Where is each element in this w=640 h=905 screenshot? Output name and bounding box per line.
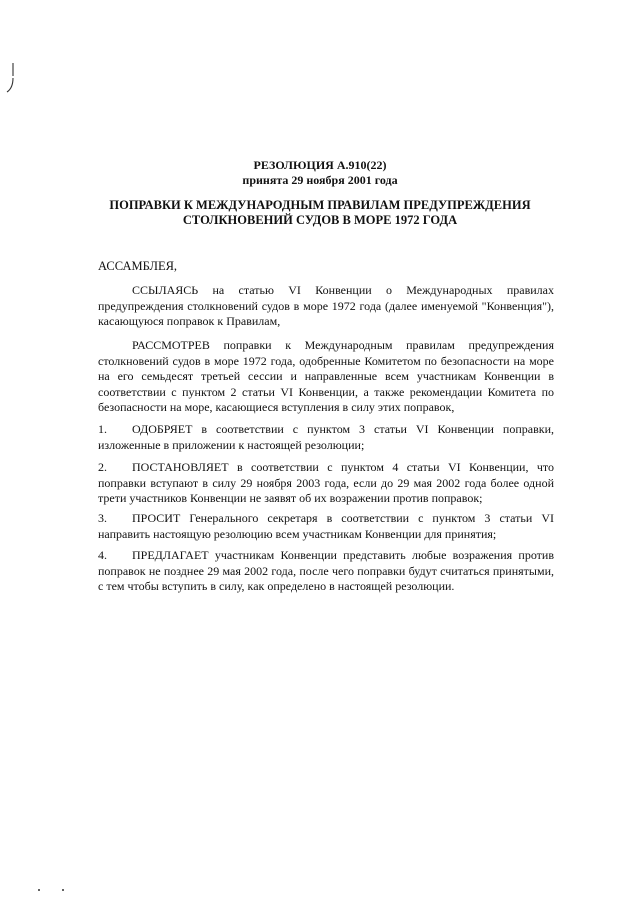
scan-mark-left: [6, 62, 16, 94]
addressee: АССАМБЛЕЯ,: [98, 259, 178, 273]
operative-item-4: [98, 548, 554, 595]
item-text: ОДОБРЯЕТ в соответствии с пунктом 3 статьи VI Конвенции поправки, изложенные в приложении к настоящей резолюции;: [98, 422, 554, 452]
document-title-line-1: ПОПРАВКИ К МЕЖДУНАРОДНЫМ ПРАВИЛАМ ПРЕДУПРЕЖДЕНИЯ: [109, 198, 531, 212]
recital-2-text: РАССМОТРЕВ поправки к Международным правилам предупреждения столкновений судов в море 1972 года, одобренные Комитетом по безопасности на море на его семьдесят третьей сессии и направленные всем участникам Конвенции в соответствии с пунктом 2 статьи VI Конвенции, а также рекомендации Комитета по безопасности на море, касающиеся вступления в силу этих поправок,: [98, 338, 554, 414]
item-text: ПОСТАНОВЛЯЕТ в соответствии с пунктом 4 статьи VI Конвенции, что поправки вступают в силу 29 ноября 2003 года, если до 29 мая 2002 года более одной трети участников Конвенции не заявят об их возражении против поправок;: [98, 460, 554, 505]
item-text: ПРОСИТ Генерального секретаря в соответствии с пунктом 3 статьи VI направить настоящую резолюцию всем участникам Конвенции для принятия;: [98, 511, 554, 541]
document-title-line-2: СТОЛКНОВЕНИЙ СУДОВ В МОРЕ 1972 ГОДА: [182, 213, 458, 227]
recital-1-text: ССЫЛАЯСЬ на статью VI Конвенции о Международных правилах предупреждения столкновений судов в море 1972 года (далее именуемой "Конвенция"), касающуюся поправок к Правилам,: [98, 283, 554, 328]
recital-2: [98, 338, 554, 416]
operative-item-1: [98, 422, 554, 453]
resolution-number: РЕЗОЛЮЦИЯ А.910(22): [253, 158, 387, 172]
operative-item-3: [98, 511, 554, 542]
item-number: 1.: [98, 422, 107, 436]
operative-item-2: [98, 460, 554, 507]
adopted-date: принята 29 ноября 2001 года: [242, 173, 398, 187]
item-number: 4.: [98, 548, 107, 562]
scan-speck: [38, 889, 40, 891]
scan-speck: [62, 889, 64, 891]
item-number: 3.: [98, 511, 107, 525]
item-text: ПРЕДЛАГАЕТ участникам Конвенции представить любые возражения против поправок не позднее 29 мая 2002 года, после чего поправки будут считаться принятыми, с тем чтобы вступить в силу, как определено в настоящей резолюции.: [98, 548, 554, 593]
item-number: 2.: [98, 460, 107, 474]
recital-1: [98, 283, 554, 330]
